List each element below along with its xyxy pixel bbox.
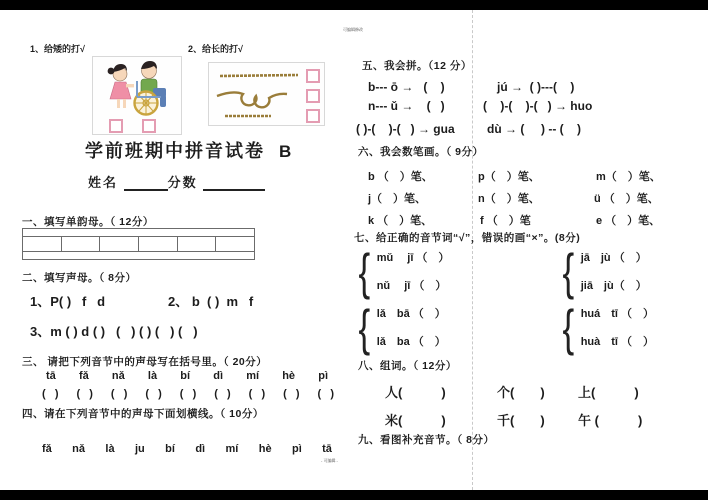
section8-header: 八、组词。（ 12分） xyxy=(358,360,457,372)
exam-version: B xyxy=(279,142,292,161)
table-cell xyxy=(216,237,254,251)
sec5-r2-left: n--- ǔ → ( ) xyxy=(368,99,445,113)
ropes-drawing xyxy=(209,63,304,125)
question2-label: 2、给长的打√ xyxy=(188,44,243,54)
stroke-item: p（ ）笔、 xyxy=(478,171,540,183)
sec5-r3-left: ( )-( )-( ) → gua xyxy=(356,122,455,136)
sec3-syllable-row xyxy=(46,370,328,382)
choice-option: nǔ jī （ ） xyxy=(376,280,447,292)
stroke-item: b （ ）笔、 xyxy=(368,171,433,183)
choice-option: mǔ jī （ ） xyxy=(376,252,450,264)
stroke-item: e （ ）笔、 xyxy=(596,215,661,227)
sec2-item2: 2、 b ( ) m f xyxy=(168,294,254,309)
syllable: nǎ xyxy=(72,443,86,455)
table-row xyxy=(23,252,254,259)
answer-paren: ( ) xyxy=(283,388,300,400)
left-brace: { xyxy=(562,244,575,300)
syllable: mí xyxy=(225,443,239,455)
sec2-item3: 3、m ( ) d ( ) ( ) ( ) ( ) ( ) xyxy=(30,324,198,339)
section3-header: 三、 请把下列音节中的声母写在括号里。（ 20分） xyxy=(22,356,268,368)
section7-header: 七、给正确的音节词“√”，错误的画“×”。(8分) xyxy=(354,232,581,244)
answer-checkbox xyxy=(306,109,320,123)
table-row xyxy=(23,237,254,252)
choice-option: jā jù （ ） xyxy=(580,252,647,264)
choice-option: jiā jù（ ） xyxy=(580,280,647,292)
syllable: fǎ xyxy=(42,443,52,455)
word-item: 米( ) xyxy=(385,413,446,428)
sec2-item1: 1、P( ) f d xyxy=(30,294,106,309)
choice-group xyxy=(356,244,449,300)
table-cell xyxy=(62,237,101,251)
stroke-item: f （ ）笔 xyxy=(480,215,531,227)
syllable: dì xyxy=(213,370,224,382)
syllable: ju xyxy=(134,443,145,455)
stroke-item: j（ ）笔、 xyxy=(368,193,427,205)
syllable: mí xyxy=(246,370,260,382)
answer-paren: ( ) xyxy=(76,388,93,400)
syllable: pì xyxy=(291,443,302,455)
name-blank xyxy=(124,178,168,191)
ropes-illustration xyxy=(208,62,325,126)
sec5-r1-right: jú → ( )---( ) xyxy=(497,80,575,94)
exam-title: 学前班期中拼音试卷 xyxy=(85,141,265,161)
question1-label: 1、给矮的打√ xyxy=(30,44,85,54)
score-label: 分数 xyxy=(167,175,198,190)
syllable: pì xyxy=(318,370,328,382)
syllable: tā xyxy=(46,370,56,382)
answer-checkbox xyxy=(306,69,320,83)
table-cell xyxy=(178,237,217,251)
word-item: 人( ) xyxy=(385,385,446,400)
syllable: bí xyxy=(165,443,175,455)
word-item: 千( ) xyxy=(497,413,545,428)
section9-header: 九、看图补充音节。（ 8分） xyxy=(358,434,495,446)
sec5-r3-right: dù → ( ) -- ( ) xyxy=(487,122,581,136)
sec3-paren-row xyxy=(42,388,334,400)
sec5-r2-right: ( )-( )-( ) → huo xyxy=(483,99,593,113)
sec4-syllable-row xyxy=(42,443,332,455)
stroke-item: n（ ）笔、 xyxy=(478,193,540,205)
answer-checkbox xyxy=(109,119,123,133)
table-cell xyxy=(100,237,139,251)
word-item: 上( ) xyxy=(578,385,639,400)
answer-paren: ( ) xyxy=(317,388,334,400)
choice-group xyxy=(560,300,654,356)
stroke-item: k （ ）笔、 xyxy=(368,215,433,227)
word-item: 个( ) xyxy=(497,385,545,400)
vowel-answer-table xyxy=(22,228,255,260)
left-brace: { xyxy=(358,300,371,356)
answer-paren: ( ) xyxy=(110,388,128,400)
table-cell xyxy=(23,237,62,251)
syllable: hè xyxy=(258,443,272,455)
syllable: hè xyxy=(282,370,296,382)
table-cell xyxy=(139,237,178,251)
name-score-line xyxy=(88,172,265,191)
syllable: dì xyxy=(195,443,206,455)
answer-paren: ( ) xyxy=(42,388,59,400)
choice-option: lǎ bā （ ） xyxy=(376,308,446,320)
section6-header: 六、我会数笔画。（ 9分） xyxy=(358,146,484,158)
watermark-top: 可编辑修改 xyxy=(343,27,363,32)
choice-option: huá tī （ ） xyxy=(580,308,655,320)
answer-paren: ( ) xyxy=(145,388,162,400)
syllable: là xyxy=(105,443,115,455)
sec5-r1-left: b--- ō → ( ) xyxy=(368,80,445,94)
stroke-item: ü （ ）笔、 xyxy=(594,193,659,205)
choice-option: lǎ ba （ ） xyxy=(376,336,446,348)
choice-option: huà tī （ ） xyxy=(580,336,655,348)
answer-paren: ( ) xyxy=(248,388,266,400)
answer-checkbox xyxy=(142,119,156,133)
answer-paren: ( ) xyxy=(179,388,197,400)
syllable: là xyxy=(147,370,158,382)
children-drawing xyxy=(93,57,181,117)
top-black-bar xyxy=(0,0,708,10)
children-illustration xyxy=(92,56,182,135)
section4-header: 四、请在下列音节中的声母下面划横线。（ 10分） xyxy=(22,408,264,420)
syllable: nǎ xyxy=(111,370,125,382)
table-row xyxy=(23,229,254,237)
answer-paren: ( ) xyxy=(214,388,231,400)
name-label: 姓名 xyxy=(88,175,119,190)
section5-header: 五、我会拼。（12 分） xyxy=(362,60,472,72)
section2-header: 二、填写声母。（ 8分） xyxy=(22,272,137,284)
answer-checkbox xyxy=(306,89,320,103)
syllable: bí xyxy=(180,370,191,382)
score-blank xyxy=(203,178,265,191)
bottom-black-bar xyxy=(0,490,708,500)
section1-header: 一、填写单韵母。（ 12分） xyxy=(22,216,154,228)
page-title xyxy=(85,137,291,163)
fold-line xyxy=(472,10,473,490)
stroke-item: m（ ）笔、 xyxy=(596,171,661,183)
syllable: tā xyxy=(322,443,332,455)
left-brace: { xyxy=(358,244,371,300)
choice-group xyxy=(356,300,446,356)
choice-group xyxy=(560,244,647,300)
word-item: 午 ( ) xyxy=(578,413,643,428)
syllable: fǎ xyxy=(78,370,89,382)
left-brace: { xyxy=(562,300,575,356)
watermark-bottom: - 可编辑 - xyxy=(321,458,338,463)
